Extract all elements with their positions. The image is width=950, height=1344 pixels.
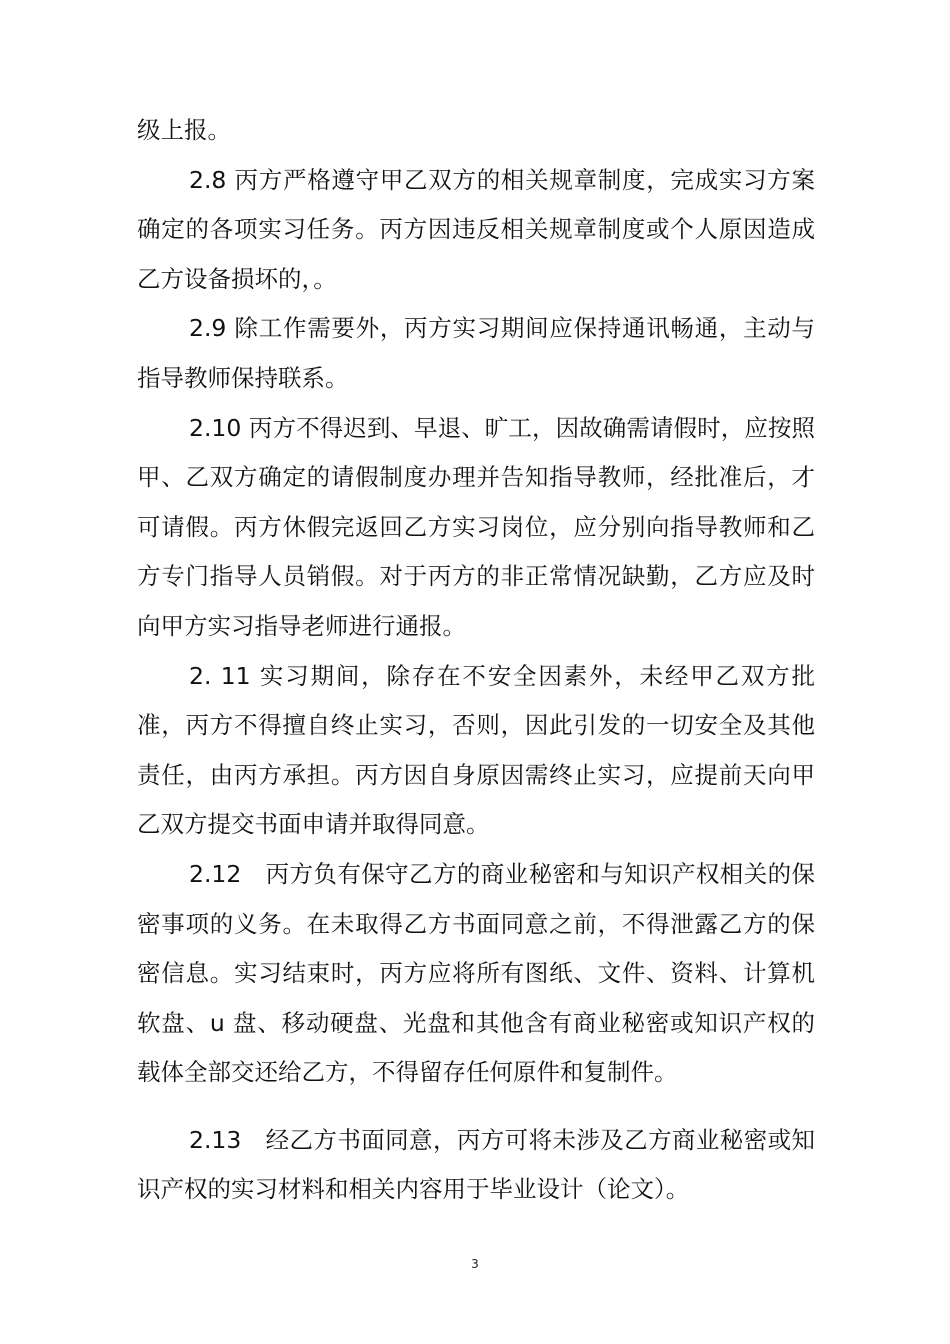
paragraph-2-11: 2. 11 实习期间，除存在不安全因素外，未经甲乙双方批准，丙方不得擅自终止实习，否则，因此引发的一切安全及其他责任，由丙方承担。丙方因自身原因需终止实习，应提前天向甲乙双方提交书面申请并取得同意。 [137, 661, 815, 839]
paragraph-2-8: 2.8 丙方严格遵守甲乙双方的相关规章制度，完成实习方案确定的各项实习任务。丙方因违反相关规章制度或个人原因造成乙方设备损坏的，。 [137, 165, 815, 293]
document-body [137, 106, 815, 1215]
paragraph-continuation: 级上报。 [137, 116, 231, 144]
paragraph-2-13: 2.13 经乙方书面同意，丙方可将未涉及乙方商业秘密或知识产权的实习材料和相关内容用于毕业设计（论文）。 [137, 1125, 815, 1204]
page-number: 3 [471, 1257, 479, 1271]
paragraph-2-12: 2.12 丙方负有保守乙方的商业秘密和与知识产权相关的保密事项的义务。在未取得乙方书面同意之前，不得泄露乙方的保密信息。实习结束时，丙方应将所有图纸、文件、资料、计算机软盘、u 盘、移动硬盘、光盘和其他含有商业秘密或知识产权的载体全部交还给乙方，不得留存任何原件和复制件。 [137, 859, 815, 1087]
paragraph-2-10: 2.10 丙方不得迟到、早退、旷工，因故确需请假时，应按照甲、乙双方确定的请假制度办理并告知指导教师，经批准后，才可请假。丙方休假完返回乙方实习岗位，应分别向指导教师和乙方专门指导人员销假。对于丙方的非正常情况缺勤，乙方应及时向甲方实习指导老师进行通报。 [137, 413, 815, 640]
paragraph-2-9: 2.9 除工作需要外，丙方实习期间应保持通讯畅通，主动与指导教师保持联系。 [137, 314, 815, 392]
